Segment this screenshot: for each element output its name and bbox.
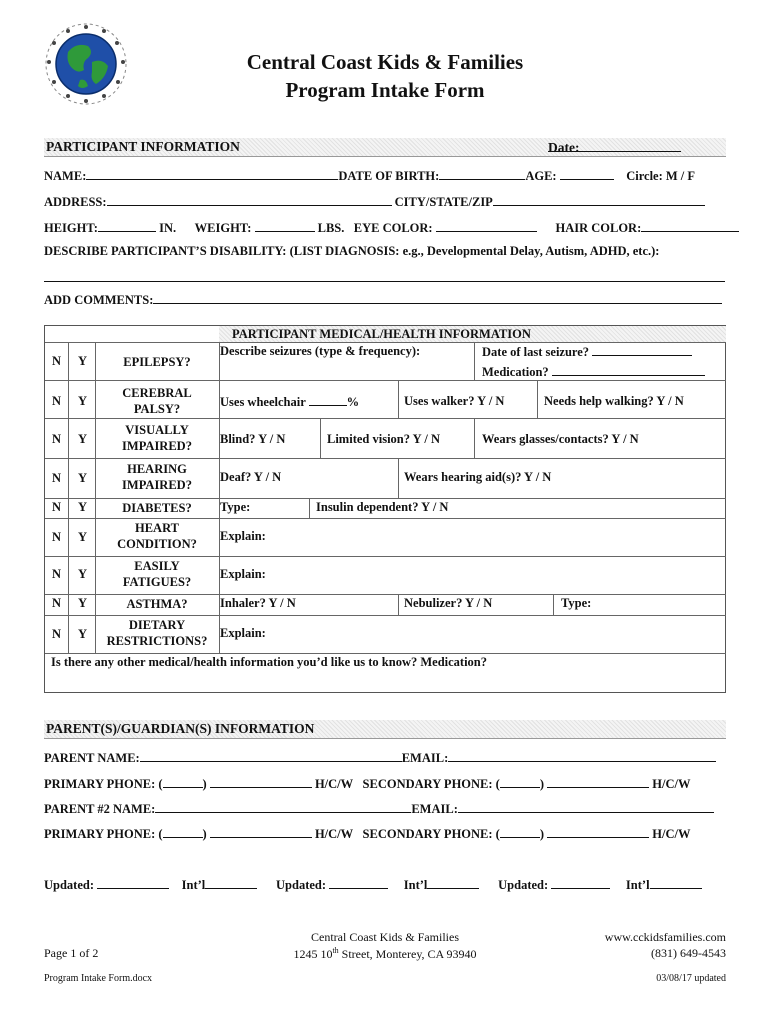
primary-phone-type[interactable]: H/C/W bbox=[314, 777, 354, 791]
updated-row bbox=[44, 877, 702, 893]
hearing-aid[interactable]: Wears hearing aid(s)? Y / N bbox=[404, 470, 552, 484]
fatigue-n[interactable]: N bbox=[52, 567, 62, 581]
date-label: Date: bbox=[548, 140, 580, 155]
seizures-describe: Describe seizures (type & frequency): bbox=[220, 344, 421, 358]
footer-website[interactable]: www.cckidsfamilies.com bbox=[604, 930, 726, 944]
updated-label-3: Updated: bbox=[498, 878, 549, 892]
parent-section-title: PARENT(S)/GUARDIAN(S) INFORMATION bbox=[46, 721, 315, 736]
cerebral-label-1: CEREBRAL bbox=[122, 386, 192, 400]
comments-field[interactable] bbox=[153, 292, 722, 304]
parent2-primary-phone-area[interactable] bbox=[163, 826, 203, 838]
disability-field[interactable] bbox=[44, 281, 725, 282]
participant-section-header bbox=[44, 138, 726, 157]
parent2-secondary-phone-field[interactable] bbox=[547, 826, 649, 838]
intl-label-2: Int’l bbox=[403, 878, 428, 892]
address-label: ADDRESS: bbox=[44, 195, 107, 209]
parent2-secondary-phone-type[interactable]: H/C/W bbox=[652, 827, 691, 841]
parent2-phone-row bbox=[44, 826, 690, 842]
heart-y[interactable]: Y bbox=[78, 530, 88, 544]
diabetes-n[interactable]: N bbox=[52, 500, 62, 514]
visual-label-2: IMPAIRED? bbox=[122, 439, 192, 453]
parent-name-label: PARENT NAME: bbox=[44, 751, 140, 765]
intl-field-1[interactable] bbox=[205, 877, 257, 889]
parent-phone-row bbox=[44, 776, 690, 792]
deaf[interactable]: Deaf? Y / N bbox=[220, 470, 282, 484]
fatigue-label-2: FATIGUES? bbox=[122, 575, 192, 589]
parent-name-row bbox=[44, 750, 716, 766]
hearing-label-1: HEARING bbox=[127, 462, 187, 476]
form-title-line1: Central Coast Kids & Families bbox=[246, 50, 524, 74]
other-medical-info[interactable]: Is there any other medical/health information you’d like us to know? Medication? bbox=[51, 655, 488, 669]
comments-row bbox=[44, 292, 722, 308]
weight-field[interactable] bbox=[255, 220, 315, 232]
in-label: IN. bbox=[159, 221, 177, 235]
footer-address: 1245 10th Street, Monterey, CA 93940 bbox=[293, 946, 477, 961]
glasses[interactable]: Wears glasses/contacts? Y / N bbox=[482, 432, 639, 446]
fatigue-label-1: EASILY bbox=[134, 559, 180, 573]
paren-close: ) bbox=[202, 777, 207, 791]
secondary-phone-label: SECONDARY PHONE: ( bbox=[362, 827, 500, 841]
age-label: AGE: bbox=[525, 169, 557, 183]
page-number: Page 1 of 2 bbox=[44, 946, 99, 960]
footer-phone: (831) 649-4543 bbox=[651, 946, 726, 960]
city-field[interactable] bbox=[493, 194, 705, 206]
nebulizer[interactable]: Nebulizer? Y / N bbox=[404, 596, 493, 610]
gender-circle[interactable]: Circle: M / F bbox=[626, 169, 696, 183]
dietary-label-2: RESTRICTIONS? bbox=[106, 634, 208, 648]
footer-filename: Program Intake Form.docx bbox=[44, 973, 153, 984]
dietary-label-1: DIETARY bbox=[128, 618, 186, 632]
epilepsy-medication-field[interactable] bbox=[552, 364, 705, 376]
weight-label: WEIGHT: bbox=[194, 221, 252, 235]
cerebral-label-2: PALSY? bbox=[133, 402, 181, 416]
cerebral-y[interactable]: Y bbox=[78, 394, 88, 408]
parent2-email-field[interactable] bbox=[458, 801, 714, 813]
primary-phone-field[interactable] bbox=[210, 776, 312, 788]
parent2-name-label: PARENT #2 NAME: bbox=[44, 802, 156, 816]
hearing-label-2: IMPAIRED? bbox=[122, 478, 192, 492]
visual-label-1: VISUALLY bbox=[125, 423, 189, 437]
parent2-primary-phone-type[interactable]: H/C/W bbox=[314, 827, 354, 841]
address-field[interactable] bbox=[107, 194, 392, 206]
heart-n[interactable]: N bbox=[52, 530, 62, 544]
inhaler[interactable]: Inhaler? Y / N bbox=[220, 596, 296, 610]
visual-y[interactable]: Y bbox=[78, 432, 88, 446]
heart-label-1: HEART bbox=[134, 521, 179, 535]
fatigue-y[interactable]: Y bbox=[78, 567, 88, 581]
dietary-y[interactable]: Y bbox=[78, 627, 88, 641]
primary-phone-area[interactable] bbox=[163, 776, 203, 788]
dob-label: DATE OF BIRTH: bbox=[338, 169, 440, 183]
asthma-label: ASTHMA? bbox=[126, 597, 188, 611]
asthma-type: Type: bbox=[561, 596, 592, 610]
paren-close: ) bbox=[202, 827, 207, 841]
epilepsy-y[interactable]: Y bbox=[78, 354, 88, 368]
parent-name-field[interactable] bbox=[140, 750, 402, 762]
last-seizure: Date of last seizure? bbox=[482, 344, 692, 360]
hair-color-field[interactable] bbox=[641, 220, 739, 232]
wheelchair-field[interactable] bbox=[309, 394, 347, 406]
intl-field-2[interactable] bbox=[427, 877, 479, 889]
asthma-n[interactable]: N bbox=[52, 596, 62, 610]
parent2-name-row bbox=[44, 801, 714, 817]
height-field[interactable] bbox=[98, 220, 156, 232]
epilepsy-medication: Medication? bbox=[482, 364, 705, 380]
primary-phone-label: PRIMARY PHONE: ( bbox=[44, 777, 163, 791]
diabetes-type: Type: bbox=[220, 500, 251, 514]
parent2-secondary-phone-area[interactable] bbox=[500, 826, 540, 838]
parent-email-field[interactable] bbox=[448, 750, 716, 762]
secondary-phone-area[interactable] bbox=[500, 776, 540, 788]
eye-color-label: EYE COLOR: bbox=[353, 221, 433, 235]
address-row bbox=[44, 194, 705, 210]
epilepsy-label: EPILEPSY? bbox=[123, 355, 191, 369]
secondary-phone-label: SECONDARY PHONE: ( bbox=[362, 777, 500, 791]
intl-field-3[interactable] bbox=[650, 877, 702, 889]
dietary-explain: Explain: bbox=[220, 626, 266, 640]
parent2-email-label: EMAIL: bbox=[411, 802, 458, 816]
last-seizure-field[interactable] bbox=[592, 344, 692, 356]
age-field[interactable] bbox=[560, 168, 614, 180]
intl-label-1: Int’l bbox=[181, 878, 206, 892]
lbs-label: LBS. bbox=[317, 221, 345, 235]
eye-color-field[interactable] bbox=[436, 220, 537, 232]
paren-close: ) bbox=[539, 777, 544, 791]
name-label: NAME: bbox=[44, 169, 87, 183]
updated-field-2[interactable] bbox=[329, 877, 388, 889]
city-label: CITY/STATE/ZIP bbox=[394, 195, 493, 209]
secondary-phone-field[interactable] bbox=[547, 776, 649, 788]
diabetes-label: DIABETES? bbox=[122, 501, 192, 515]
parent-section-header bbox=[44, 720, 726, 739]
updated-label-1: Updated: bbox=[44, 878, 95, 892]
hair-color-label: HAIR COLOR: bbox=[555, 221, 642, 235]
physical-row bbox=[44, 220, 739, 236]
form-title-line2: Program Intake Form bbox=[285, 78, 485, 102]
epilepsy-n[interactable]: N bbox=[52, 354, 62, 368]
name-row bbox=[44, 168, 695, 184]
parent2-name-field[interactable] bbox=[155, 801, 411, 813]
limited-vision[interactable]: Limited vision? Y / N bbox=[327, 432, 440, 446]
updated-label-2: Updated: bbox=[276, 878, 327, 892]
disability-label: DESCRIBE PARTICIPANT’S DISABILITY: (LIST DIAGNOSIS: e.g., Developmental Delay, Autism, ADHD, etc.): bbox=[44, 244, 660, 258]
visual-n[interactable]: N bbox=[52, 432, 62, 446]
cerebral-n[interactable]: N bbox=[52, 394, 62, 408]
fatigue-explain: Explain: bbox=[220, 567, 266, 581]
heart-explain: Explain: bbox=[220, 529, 266, 543]
insulin[interactable]: Insulin dependent? Y / N bbox=[316, 500, 449, 514]
diabetes-y[interactable]: Y bbox=[78, 500, 88, 514]
intl-label-3: Int’l bbox=[625, 878, 650, 892]
dob-field[interactable] bbox=[439, 168, 525, 180]
help-walking[interactable]: Needs help walking? Y / N bbox=[544, 394, 684, 408]
heart-label-2: CONDITION? bbox=[117, 537, 197, 551]
dietary-n[interactable]: N bbox=[52, 627, 62, 641]
comments-label: ADD COMMENTS: bbox=[44, 293, 154, 307]
updated-field-3[interactable] bbox=[551, 877, 610, 889]
parent-email-label: EMAIL: bbox=[401, 751, 449, 765]
hearing-y[interactable]: Y bbox=[78, 471, 88, 485]
secondary-phone-type[interactable]: H/C/W bbox=[652, 777, 691, 791]
medical-table bbox=[44, 325, 726, 693]
walker[interactable]: Uses walker? Y / N bbox=[404, 394, 505, 408]
medical-table-title: PARTICIPANT MEDICAL/HEALTH INFORMATION bbox=[232, 327, 531, 341]
primary-phone-label: PRIMARY PHONE: ( bbox=[44, 827, 163, 841]
updated-field-1[interactable] bbox=[97, 877, 169, 889]
wheelchair: Uses wheelchair % bbox=[220, 395, 360, 409]
height-label: HEIGHT: bbox=[44, 221, 98, 235]
participant-section-title: PARTICIPANT INFORMATION bbox=[46, 139, 240, 154]
name-field[interactable] bbox=[86, 168, 338, 180]
asthma-y[interactable]: Y bbox=[78, 596, 88, 610]
paren-close: ) bbox=[539, 827, 544, 841]
footer-updated-date: 03/08/17 updated bbox=[656, 973, 726, 984]
footer-org: Central Coast Kids & Families bbox=[311, 930, 459, 944]
parent2-primary-phone-field[interactable] bbox=[210, 826, 312, 838]
blind[interactable]: Blind? Y / N bbox=[220, 432, 286, 446]
hearing-n[interactable]: N bbox=[52, 471, 62, 485]
